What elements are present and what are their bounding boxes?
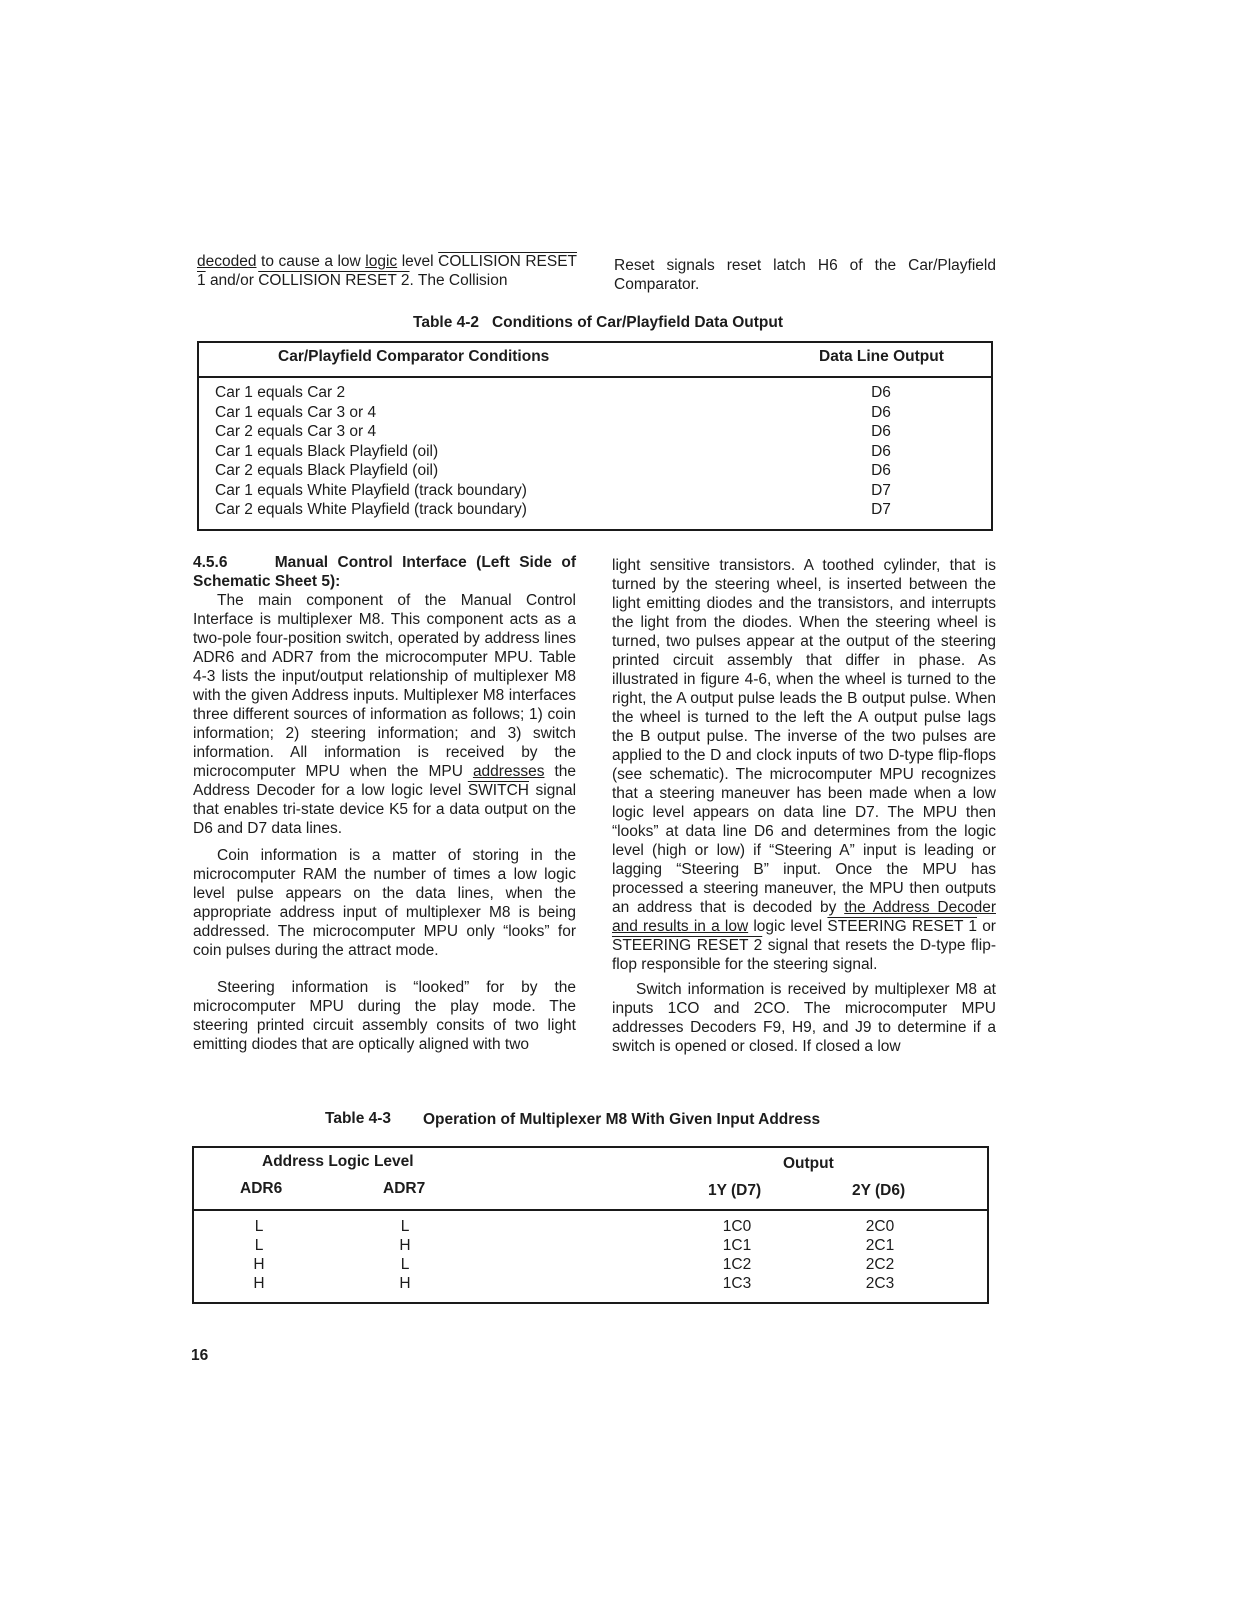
table-4-3-col-1y: 1Y (D7) <box>708 1182 762 1199</box>
table-4-2-output-cell: D6 <box>871 384 891 401</box>
table-4-3-group-output: Output <box>783 1155 834 1172</box>
table-4-3-adr7-cell: L <box>400 1218 410 1235</box>
table-4-2-condition-cell: Car 1 equals Car 3 or 4 <box>215 403 377 421</box>
table-4-3-adr6-cell: H <box>253 1256 265 1273</box>
table-4-2-header-rule <box>197 376 993 378</box>
table-4-3-2y-cell: 2C2 <box>865 1256 895 1273</box>
right-column <box>612 556 996 1056</box>
table-4-2-header-output: Data Line Output <box>819 348 944 365</box>
table-4-2-condition-cell: Car 1 equals Car 2 <box>215 384 346 401</box>
table-4-2-output-cell: D6 <box>871 423 891 440</box>
table-4-2-condition-cell: Car 1 equals White Playfield (track boundary) <box>215 481 527 499</box>
table-4-3-adr7-cell: H <box>399 1275 411 1292</box>
table-4-3-1y-cell: 1C2 <box>722 1256 752 1273</box>
table-4-2-condition-cell: Car 2 equals Car 3 or 4 <box>215 423 377 440</box>
table-4-3-adr7-cell: L <box>400 1256 410 1273</box>
steering-reset-2-signal: STEERING RESET 2 <box>612 937 763 954</box>
table-4-3-caption-title: Operation of Multiplexer M8 With Given Input Address <box>423 1111 821 1128</box>
top-right-paragraph: Reset signals reset latch H6 of the Car/Playfield Comparator. <box>614 257 996 293</box>
table-4-3-adr6-cell: H <box>253 1275 265 1292</box>
table-4-3-caption-number: Table 4-3 <box>325 1110 392 1127</box>
table-4-3-1y-cell: 1C0 <box>722 1218 752 1235</box>
table-4-3-1y-cell: 1C1 <box>722 1237 752 1254</box>
steering-reset-1-signal: STEERING RESET 1 <box>827 918 978 935</box>
table-4-3-adr6-cell: L <box>254 1237 264 1254</box>
section-heading: 4.5.6 Manual Control Interface (Left Side of Schematic Sheet 5): <box>193 554 581 590</box>
collision-reset-1-signal: COLLISION RESET 1 <box>197 253 578 289</box>
table-4-3-2y-cell: 2C0 <box>865 1218 895 1235</box>
table-4-3-col-2y: 2Y (D6) <box>852 1182 906 1199</box>
paragraph-coin-information: Coin information is a matter of storing in the microcomputer RAM the number of times a low logic level pulse appears on the data lines, when the appropriate address input of multiplexer M8 is being addressed. The microcomputer MPU only “looks” for coin pulses during the attract mode. <box>193 847 576 959</box>
page-number: 16 <box>191 1347 209 1364</box>
switch-signal: SWITCH <box>467 782 529 799</box>
underlined-word: decoded <box>197 253 257 270</box>
paragraph-steering-information: Steering information is “looked” for by the microcomputer MPU during the play mode. The steering printed circuit assembly consits of two light emitting diodes that are optically aligned with two <box>193 979 576 1053</box>
table-4-3-header-rule <box>192 1209 989 1211</box>
table-4-2-header-conditions: Car/Playfield Comparator Conditions <box>278 348 550 365</box>
table-4-2-condition-cell: Car 1 equals Black Playfield (oil) <box>215 442 439 460</box>
section-4-5-6 <box>193 553 581 1054</box>
paragraph-steering-continued: light sensitive transistors. A toothed cylinder, that is turned by the steering wheel, is inserted between the light emitting diodes and the transistors, and interrupts the light from the diodes. When the steering wheel is turned, two pulses appear at the output of the steering printed circuit assembly that differ in phase. As illustrated in figure 4-6, when the wheel is turned to the right, the A output pulse leads the B output pulse. When the wheel is turned to the left the A output pulse lags the B output pulse. The inverse of the two pulses are applied to the D and clock inputs of two D-type flip-flops (see schematic). The microcomputer MPU recognizes that a steering maneuver has been made when a low logic level appears on data line D7. The MPU then “looks” at data line D6 and determines from the logic level (high or low) if “Steering A” input is leading or lagging “Steering B” input. Once the MPU has processed a steering maneuver, the MPU then outputs an address that is decoded by the Address Decoder and results in a low logic level STEERING RESET 1 or STEERING RESET 2 signal that resets the D-type flip-flop responsible for the steering signal. <box>612 557 996 973</box>
table-4-2-condition-cell: Car 2 equals White Playfield (track boundary) <box>215 501 527 518</box>
table-4-3-1y-cell: 1C3 <box>722 1275 752 1292</box>
collision-reset-2-signal: COLLISION RESET 2 <box>258 272 410 289</box>
table-4-2-output-cell: D7 <box>871 481 891 499</box>
table-4-3-col-adr6: ADR6 <box>240 1180 283 1197</box>
table-4-3-2y-cell: 2C3 <box>865 1275 895 1292</box>
table-4-2-output-cell: D6 <box>871 403 891 421</box>
table-4-3-adr7-cell: H <box>399 1237 411 1254</box>
table-4-2-output-cell: D6 <box>871 442 891 460</box>
table-4-3-2y-cell: 2C1 <box>865 1237 895 1254</box>
table-4-2-output-cell: D7 <box>871 501 891 518</box>
table-4-2-caption: Table 4-2 Conditions of Car/Playfield Data Output <box>413 314 784 331</box>
table-4-2-output-cell: D6 <box>871 462 891 479</box>
table-4-3-adr6-cell: L <box>254 1218 264 1235</box>
paragraph-manual-control: The main component of the Manual Control Interface is multiplexer M8. This component acts as a two-pole four-position switch, operated by address lines ADR6 and ADR7 from the microcomputer MPU. Table 4-3 lists the input/output relationship of multiplexer M8 with the given Address inputs. Multiplexer M8 interfaces three different sources of information as follows; 1) coin information; 2) steering information; and 3) switch information. All information is received by the microcomputer MPU when the MPU addresses the Address Decoder for a low logic level SWITCH signal that enables tri-state device K5 for a data output on the D6 and D7 data lines. <box>193 592 577 837</box>
table-4-3-group-address: Address Logic Level <box>262 1153 414 1170</box>
paragraph-switch-information: Switch information is received by multiplexer M8 at inputs 1CO and 2CO. The microcomputer MPU addresses Decoders F9, H9, and J9 to determine if a switch is opened or closed. If closed a low <box>612 981 996 1055</box>
top-left-paragraph: decoded to cause a low logic level COLLISION RESET 1 and/or COLLISION RESET 2. The Collision <box>197 253 578 289</box>
table-4-2-condition-cell: Car 2 equals Black Playfield (oil) <box>215 462 439 479</box>
table-4-3-col-adr7: ADR7 <box>383 1180 426 1197</box>
